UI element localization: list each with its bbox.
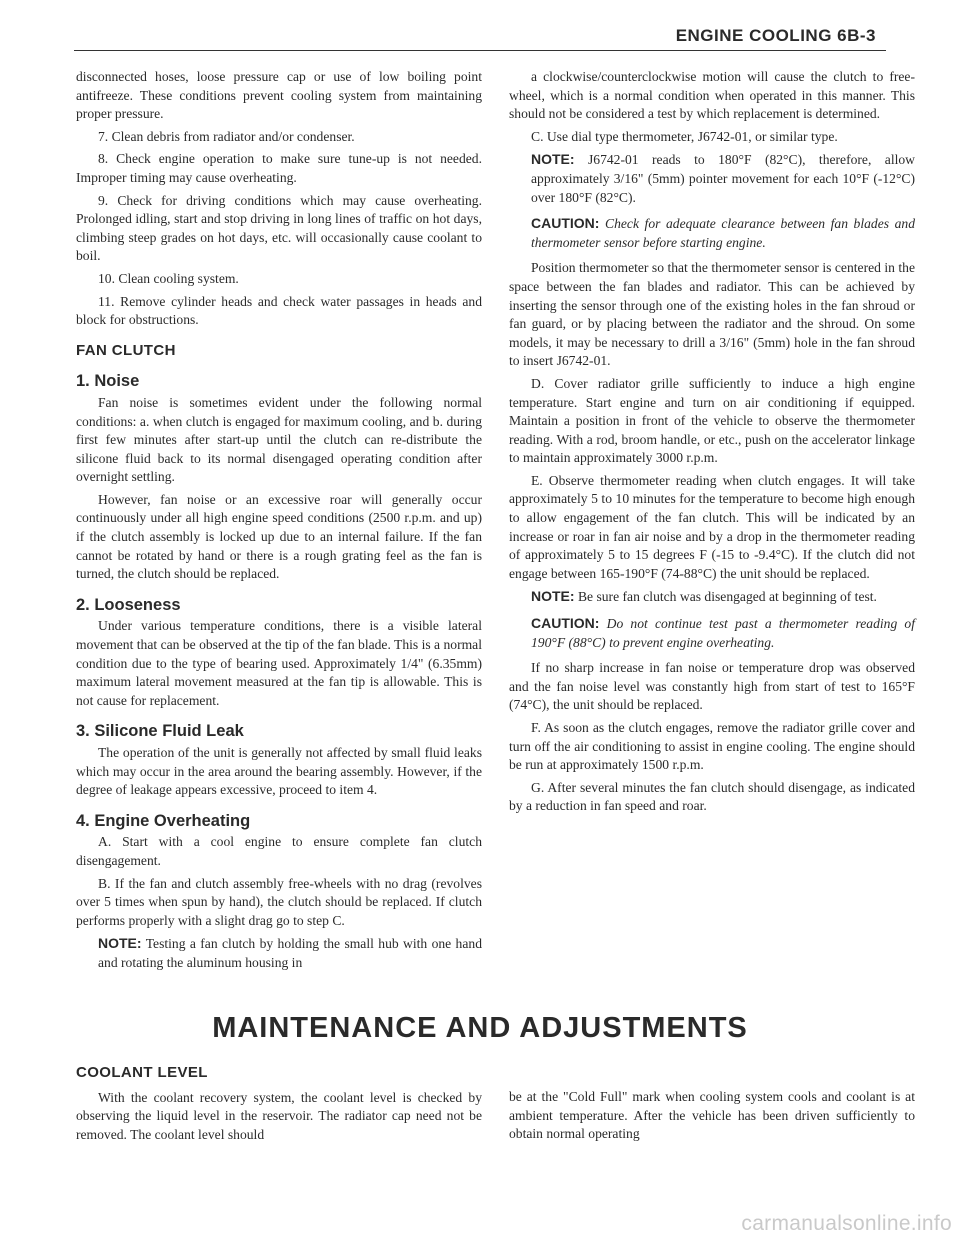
silicone-leak-heading: 3. Silicone Fluid Leak [76, 722, 244, 741]
noise-paragraph-2: However, fan noise or an excessive roar will generally occur continuously under all high engine speed conditions (2500 r.p.m. and up) if the clutch assembly is locked up due to an internal failure. If the fan cannot be rotated by hand or there is a rough grating feel as the fan is turned, the clutch should be replaced. [76, 491, 482, 582]
paragraph-continued: disconnected hoses, loose pressure cap or use of low boiling point antifreeze. These conditions prevent cooling system from maintaining proper pressure. [76, 69, 482, 122]
step-e: E. Observe thermometer reading when clutch engages. It will take approximately 5 to 10 minutes for the temperature to become high enough to allow engagement of the fan clutch. This will be indicated by an increase or roar in fan air noise and by a drop in the thermometer reading of approximately 5 to 15 degrees F (-15 to -9.4°C). If the clutch did not engage between 165-190°F (74-88°C) the unit should be replaced. [509, 472, 915, 581]
caution-text: Check for adequate clearance between fan blades and thermometer sensor before starting engine. [531, 216, 916, 250]
noise-paragraph-1: Fan noise is sometimes evident under the following normal conditions: a. when clutch is engaged for maximum cooling, and b. during first few minutes after start-up until the clutch can re-distribute the silicone fluid back to its normal disengaged operating condition after overnight settling. [76, 394, 482, 485]
fan-clutch-heading: FAN CLUTCH [76, 341, 176, 359]
maintenance-heading: MAINTENANCE AND ADJUSTMENTS [212, 1012, 748, 1044]
list-item-9: 9. Check for driving conditions which may cause overheating. Prolonged idling, start and stop driving in long lines of traffic on hot days, climbing steep grades on hot days, etc. will occasionally cause coolant to boil. [76, 192, 482, 264]
coolant-left-column [76, 1064, 482, 1148]
overheating-step-b: B. If the fan and clutch assembly free-wheels with no drag (revolves over 5 times when spun by hand), the clutch should be replaced. If clutch performs properly with a slight drag go to step C. [76, 875, 482, 928]
coolant-level-continued: be at the "Cold Full" mark when cooling system cools and coolant is at ambient temperature. After the vehicle has been driven sufficiently to obtain normal operating [509, 1089, 915, 1142]
looseness-heading: 2. Looseness [76, 595, 181, 614]
overheating-step-a: A. Start with a cool engine to ensure complete fan clutch disengagement. [76, 834, 482, 868]
list-item-11: 11. Remove cylinder heads and check water passages in heads and block for obstructions. [76, 293, 482, 328]
engine-overheating-heading: 4. Engine Overheating [76, 811, 251, 830]
caution-text: Do not continue test past a thermometer reading of 190°F (88°C) to prevent engine overheating. [531, 616, 915, 650]
note-text: Testing a fan clutch by holding the small hub with one hand and rotating the aluminum housing in [98, 936, 482, 970]
note-label: NOTE: [98, 935, 142, 952]
noise-heading: 1. Noise [76, 372, 140, 391]
caution-block-2 [531, 614, 915, 652]
step-f: F. As soon as the clutch engages, remove the radiator grille cover and turn off the air conditioning to assist in engine cooling. The engine should be run at approximately 1500 r.p.m. [509, 720, 915, 773]
note-block-2 [531, 150, 915, 207]
step-g: G. After several minutes the fan clutch should disengage, as indicated by a reduction in fan speed and roar. [509, 779, 915, 814]
no-sharp-increase-paragraph: If no sharp increase in fan noise or temperature drop was observed and the fan noise level was constantly high from start of test to 165°F (74°C), the unit should be replaced. [509, 660, 915, 713]
note-label: NOTE: [531, 588, 575, 605]
note-text: J6742-01 reads to 180°F (82°C), therefore, allow approximately 3/16" (5mm) pointer movement for each 10°F (-12°C) over 180°F (82°C). [531, 152, 915, 205]
coolant-right-column [509, 1088, 915, 1148]
note-block-1 [98, 934, 482, 972]
caution-label: CAUTION: [531, 215, 600, 232]
step-c: C. Use dial type thermometer, J6742-01, or similar type. [531, 128, 838, 144]
looseness-paragraph: Under various temperature conditions, there is a visible lateral movement that can be observed at the tip of the fan blade. This is a normal condition due to the type of bearing used. Approximately 1/4" (6.35mm) maximum lateral movement measured at the fan tip is allowable. This is not cause for replacement. [76, 618, 482, 708]
left-column [76, 68, 482, 980]
header-rule [74, 50, 886, 51]
note-text: Be sure fan clutch was disengaged at beginning of test. [577, 589, 877, 605]
list-item-8: 8. Check engine operation to make sure tune-up is not needed. Improper timing may cause overheating. [76, 151, 482, 185]
note-block-3 [531, 587, 915, 607]
list-item-10: 10. Clean cooling system. [98, 270, 239, 286]
thermometer-position-paragraph: Position thermometer so that the thermometer sensor is centered in the space between the fan blades and radiator. This can be achieved by inserting the sensor through one of the existing holes in the fan shroud or fan guard, or by placing between the radiator and the shroud. On some models, it may be necessary to drill a 3/16" (5mm) hole in the fan shroud to insert J6742-01. [509, 260, 915, 369]
note-label: NOTE: [531, 151, 575, 168]
running-head: ENGINE COOLING 6B-3 [675, 26, 876, 45]
silicone-leak-paragraph: The operation of the unit is generally not affected by small fluid leaks which may occur in the area around the bearing assembly. However, if the degree of leakage appears excessive, proceed to item 4. [76, 745, 482, 798]
caution-label: CAUTION: [531, 615, 600, 632]
coolant-level-heading: COOLANT LEVEL [76, 1064, 208, 1081]
list-item-7: 7. Clean debris from radiator and/or condenser. [98, 128, 355, 144]
right-column [509, 68, 915, 820]
coolant-level-paragraph: With the coolant recovery system, the coolant level is checked by observing the liquid level in the reservoir. The radiator cap need not be removed. The coolant level should [76, 1089, 482, 1142]
caution-block-1 [531, 214, 915, 252]
watermark: carmanualsonline.info [741, 1212, 952, 1235]
paragraph-continued-right: a clockwise/counterclockwise motion will cause the clutch to free-wheel, which is a normal condition when operated in this manner. This should not be considered a test by which replacement is determined. [509, 69, 915, 122]
step-d: D. Cover radiator grille sufficiently to induce a high engine temperature. Start engine and turn on air conditioning if equipped. Maintain a position in front of the vehicle to observe the thermometer reading. With a rod, broom handle, or etc., push on the accelerator linkage to maintain approximately 3000 r.p.m. [509, 375, 915, 466]
